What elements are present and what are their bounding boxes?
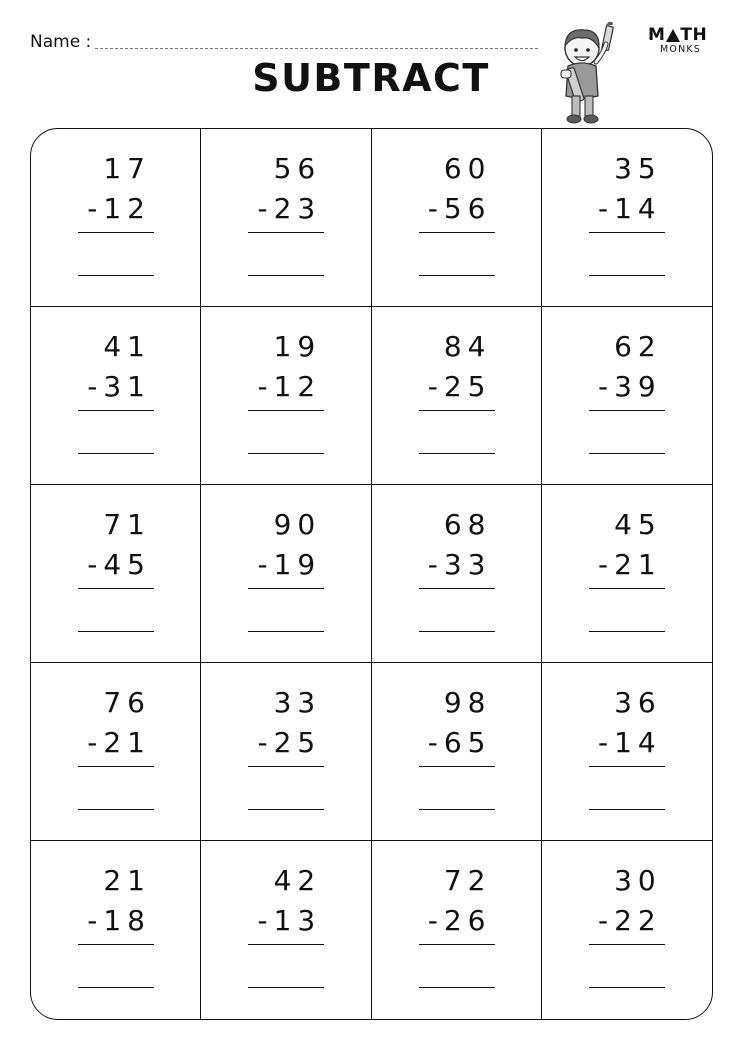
subtrahend: -25: [427, 370, 492, 403]
logo-text-right: TH: [680, 25, 708, 45]
minuend: 90: [273, 508, 322, 541]
minuend: 76: [103, 686, 151, 719]
subtraction-rule: [248, 588, 324, 589]
answer-line[interactable]: [589, 987, 665, 988]
subtraction-rule: [78, 944, 154, 945]
worksheet-title: SUBTRACT: [252, 56, 490, 100]
answer-line[interactable]: [589, 809, 665, 810]
subtrahend: -45: [87, 548, 151, 581]
subtraction-rule: [419, 232, 495, 233]
problem-cell: [31, 841, 201, 1019]
answer-line[interactable]: [248, 987, 324, 988]
subtraction-rule: [248, 766, 324, 767]
subtraction-rule: [589, 410, 665, 411]
minuend: 71: [103, 508, 151, 541]
problem-cell: [542, 841, 712, 1019]
problem-cell: [201, 307, 371, 485]
minuend: 98: [443, 686, 492, 719]
subtraction-rule: [78, 232, 154, 233]
subtrahend: -21: [87, 726, 151, 759]
minuend: 21: [103, 864, 151, 897]
answer-line[interactable]: [419, 809, 495, 810]
subtrahend: -65: [427, 726, 492, 759]
subtraction-rule: [419, 766, 495, 767]
subtrahend: -23: [257, 192, 322, 225]
subtrahend: -33: [427, 548, 492, 581]
problem-cell: [201, 129, 371, 307]
logo-triangle-icon: [666, 29, 680, 42]
answer-line[interactable]: [248, 631, 324, 632]
minuend: 19: [273, 330, 322, 363]
minuend: 60: [443, 152, 492, 185]
subtrahend: -13: [257, 904, 322, 937]
problem-cell: [31, 307, 201, 485]
subtrahend: -31: [87, 370, 151, 403]
answer-line[interactable]: [419, 275, 495, 276]
minuend: 36: [614, 686, 662, 719]
minuend: 56: [273, 152, 322, 185]
subtrahend: -26: [427, 904, 492, 937]
name-field: [30, 26, 538, 52]
problem-cell: [201, 485, 371, 663]
subtraction-rule: [419, 588, 495, 589]
name-write-line[interactable]: [95, 48, 538, 49]
problem-cell: [372, 663, 542, 841]
problem-grid: [30, 128, 713, 1020]
subtrahend: -22: [598, 904, 662, 937]
subtraction-rule: [78, 588, 154, 589]
subtraction-rule: [419, 944, 495, 945]
problem-cell: [542, 485, 712, 663]
answer-line[interactable]: [419, 453, 495, 454]
subtrahend: -21: [598, 548, 662, 581]
minuend: 84: [443, 330, 492, 363]
minuend: 41: [103, 330, 151, 363]
problem-cell: [372, 841, 542, 1019]
subtraction-rule: [248, 410, 324, 411]
subtrahend: -14: [598, 192, 662, 225]
problem-cell: [542, 129, 712, 307]
subtrahend: -39: [598, 370, 662, 403]
subtraction-rule: [589, 232, 665, 233]
minuend: 30: [614, 864, 662, 897]
subtraction-rule: [78, 410, 154, 411]
problem-cell: [372, 485, 542, 663]
subtrahend: -56: [427, 192, 492, 225]
math-monks-logo: [648, 26, 722, 60]
minuend: 72: [443, 864, 492, 897]
minuend: 42: [273, 864, 322, 897]
minuend: 35: [614, 152, 662, 185]
answer-line[interactable]: [78, 453, 154, 454]
answer-line[interactable]: [248, 453, 324, 454]
subtrahend: -12: [87, 192, 151, 225]
subtraction-rule: [419, 410, 495, 411]
minuend: 33: [273, 686, 322, 719]
problem-cell: [31, 663, 201, 841]
problem-cell: [201, 663, 371, 841]
answer-line[interactable]: [78, 809, 154, 810]
answer-line[interactable]: [78, 631, 154, 632]
subtrahend: -18: [87, 904, 151, 937]
problem-cell: [31, 485, 201, 663]
subtraction-rule: [589, 588, 665, 589]
problem-cell: [542, 307, 712, 485]
answer-line[interactable]: [78, 987, 154, 988]
subtraction-rule: [248, 944, 324, 945]
answer-line[interactable]: [589, 275, 665, 276]
logo-subtext: MONKS: [660, 44, 702, 55]
problem-cell: [31, 129, 201, 307]
problem-cell: [542, 663, 712, 841]
minuend: 68: [443, 508, 492, 541]
problem-cell: [372, 307, 542, 485]
name-label: Name :: [30, 32, 92, 52]
minuend: 17: [103, 152, 151, 185]
subtraction-rule: [248, 232, 324, 233]
answer-line[interactable]: [419, 987, 495, 988]
minuend: 45: [614, 508, 662, 541]
answer-line[interactable]: [589, 453, 665, 454]
problem-cell: [201, 841, 371, 1019]
answer-line[interactable]: [78, 275, 154, 276]
subtraction-rule: [589, 944, 665, 945]
minuend: 62: [614, 330, 662, 363]
subtrahend: -25: [257, 726, 322, 759]
subtrahend: -12: [257, 370, 322, 403]
subtrahend: -14: [598, 726, 662, 759]
subtraction-rule: [589, 766, 665, 767]
subtraction-rule: [78, 766, 154, 767]
subtrahend: -19: [257, 548, 322, 581]
logo-text-left: M: [648, 25, 666, 45]
answer-line[interactable]: [589, 631, 665, 632]
child-holding-pencil-icon: [552, 22, 622, 130]
answer-line[interactable]: [248, 275, 324, 276]
answer-line[interactable]: [248, 809, 324, 810]
problem-cell: [372, 129, 542, 307]
answer-line[interactable]: [419, 631, 495, 632]
